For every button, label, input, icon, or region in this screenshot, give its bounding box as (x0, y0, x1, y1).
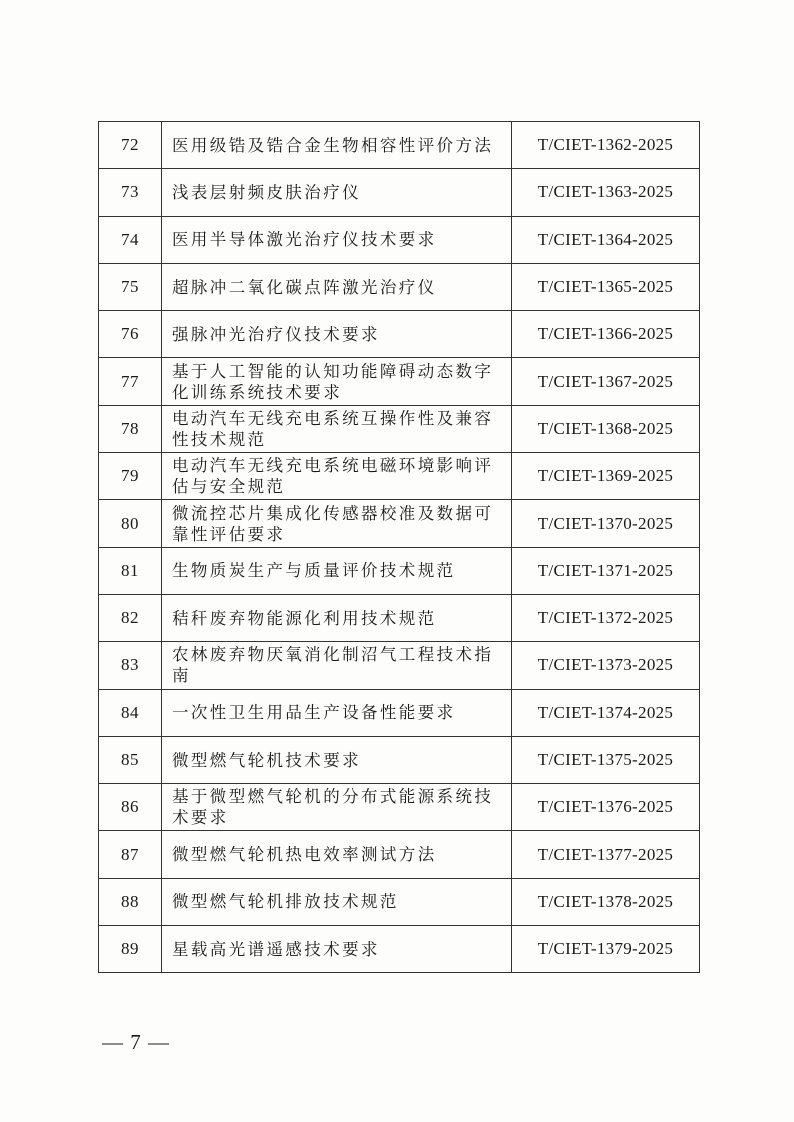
standards-table-body (99, 122, 700, 973)
standard-code: T/CIET-1365-2025 (512, 263, 700, 310)
table-row (99, 500, 700, 547)
standard-code: T/CIET-1367-2025 (512, 358, 700, 405)
standard-name: 星载高光谱遥感技术要求 (162, 926, 512, 973)
standard-name: 农林废弃物厌氧消化制沼气工程技术指南 (162, 642, 512, 689)
table-row (99, 216, 700, 263)
table-row (99, 263, 700, 310)
standard-code: T/CIET-1377-2025 (512, 831, 700, 878)
table-row (99, 878, 700, 925)
page-number: — 7 — (102, 1030, 170, 1054)
table-row (99, 642, 700, 689)
standard-name: 微型燃气轮机技术要求 (162, 736, 512, 783)
standard-name: 浅表层射频皮肤治疗仪 (162, 169, 512, 216)
standard-code: T/CIET-1363-2025 (512, 169, 700, 216)
standard-code: T/CIET-1364-2025 (512, 216, 700, 263)
table-row (99, 594, 700, 641)
row-number: 77 (99, 358, 162, 405)
standard-name: 微型燃气轮机排放技术规范 (162, 878, 512, 925)
table-row (99, 405, 700, 452)
standard-name: 基于微型燃气轮机的分布式能源系统技术要求 (162, 784, 512, 831)
standard-code: T/CIET-1369-2025 (512, 453, 700, 500)
standard-code: T/CIET-1366-2025 (512, 311, 700, 358)
standard-code: T/CIET-1373-2025 (512, 642, 700, 689)
standard-code: T/CIET-1362-2025 (512, 122, 700, 169)
standard-name: 一次性卫生用品生产设备性能要求 (162, 689, 512, 736)
table-row (99, 926, 700, 973)
standard-code: T/CIET-1368-2025 (512, 405, 700, 452)
table-row (99, 453, 700, 500)
row-number: 76 (99, 311, 162, 358)
table-row (99, 689, 700, 736)
table-row (99, 122, 700, 169)
table-row (99, 831, 700, 878)
standard-name: 微型燃气轮机热电效率测试方法 (162, 831, 512, 878)
row-number: 82 (99, 594, 162, 641)
standards-table (98, 121, 700, 973)
row-number: 84 (99, 689, 162, 736)
standard-code: T/CIET-1376-2025 (512, 784, 700, 831)
standard-name: 微流控芯片集成化传感器校准及数据可靠性评估要求 (162, 500, 512, 547)
row-number: 73 (99, 169, 162, 216)
standard-name: 超脉冲二氧化碳点阵激光治疗仪 (162, 263, 512, 310)
table-row (99, 736, 700, 783)
table-row (99, 547, 700, 594)
row-number: 79 (99, 453, 162, 500)
standard-name: 医用半导体激光治疗仪技术要求 (162, 216, 512, 263)
row-number: 74 (99, 216, 162, 263)
table-row (99, 358, 700, 405)
standard-code: T/CIET-1370-2025 (512, 500, 700, 547)
standard-name: 电动汽车无线充电系统电磁环境影响评估与安全规范 (162, 453, 512, 500)
row-number: 81 (99, 547, 162, 594)
standard-code: T/CIET-1371-2025 (512, 547, 700, 594)
row-number: 72 (99, 122, 162, 169)
standard-code: T/CIET-1378-2025 (512, 878, 700, 925)
standard-name: 生物质炭生产与质量评价技术规范 (162, 547, 512, 594)
standard-code: T/CIET-1375-2025 (512, 736, 700, 783)
table-row (99, 169, 700, 216)
table-row (99, 311, 700, 358)
row-number: 87 (99, 831, 162, 878)
standard-name: 秸秆废弃物能源化利用技术规范 (162, 594, 512, 641)
table-row (99, 784, 700, 831)
standard-code: T/CIET-1372-2025 (512, 594, 700, 641)
row-number: 80 (99, 500, 162, 547)
row-number: 89 (99, 926, 162, 973)
row-number: 83 (99, 642, 162, 689)
row-number: 85 (99, 736, 162, 783)
standard-name: 基于人工智能的认知功能障碍动态数字化训练系统技术要求 (162, 358, 512, 405)
row-number: 88 (99, 878, 162, 925)
standard-name: 电动汽车无线充电系统互操作性及兼容性技术规范 (162, 405, 512, 452)
standard-name: 强脉冲光治疗仪技术要求 (162, 311, 512, 358)
row-number: 75 (99, 263, 162, 310)
standard-code: T/CIET-1379-2025 (512, 926, 700, 973)
row-number: 78 (99, 405, 162, 452)
standard-name: 医用级锆及锆合金生物相容性评价方法 (162, 122, 512, 169)
standard-code: T/CIET-1374-2025 (512, 689, 700, 736)
row-number: 86 (99, 784, 162, 831)
